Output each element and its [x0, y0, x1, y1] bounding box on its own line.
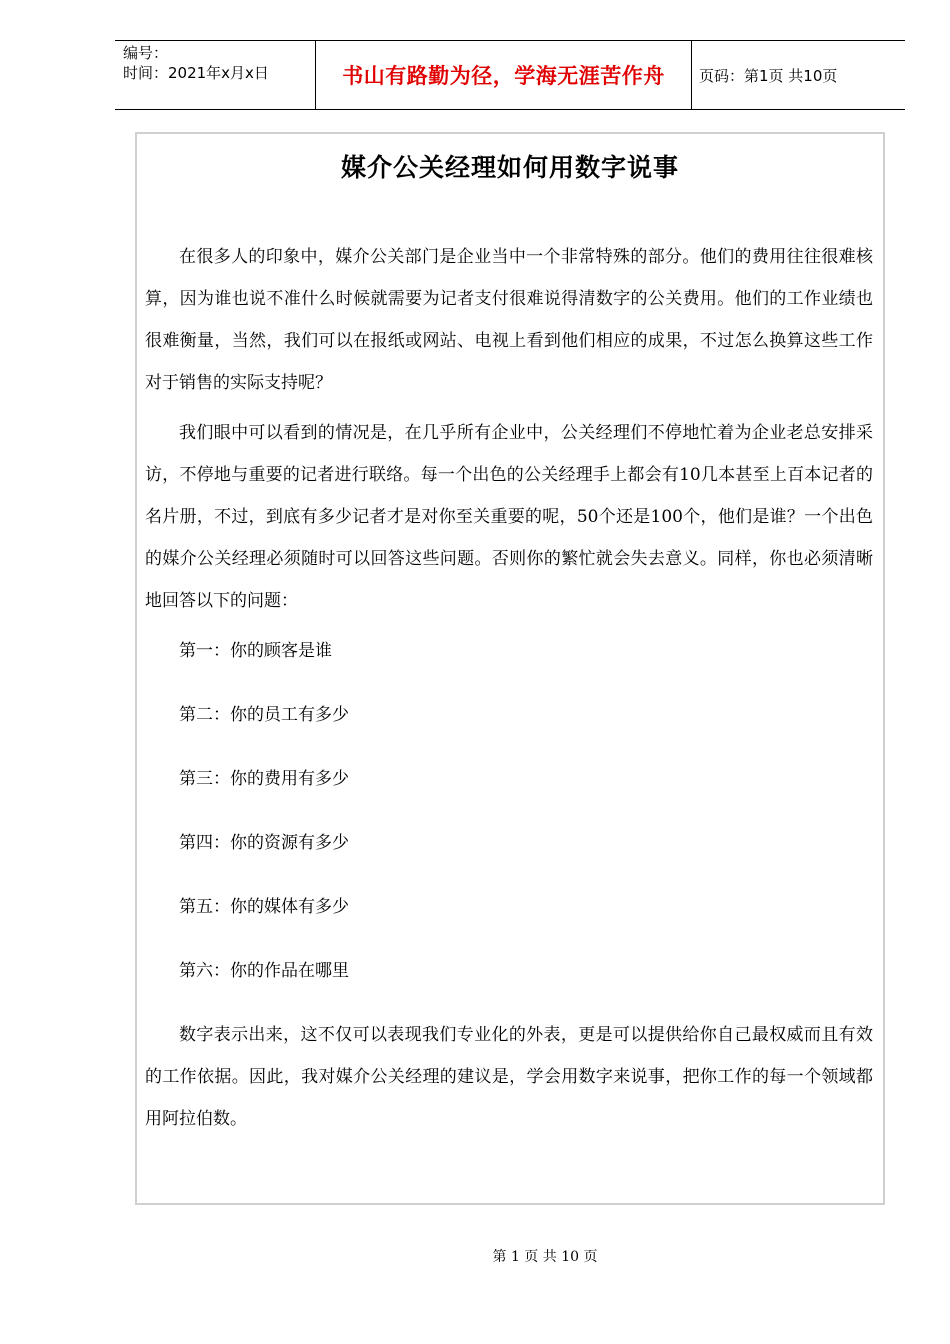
page-footer: 第 1 页 共 10 页	[492, 1249, 598, 1265]
list-item: 第五：你的媒体有多少	[179, 897, 349, 917]
header-motto: 书山有路勤为径，学海无涯苦作舟	[315, 41, 692, 109]
paragraph: 我们眼中可以看到的情况是，在几乎所有企业中，公关经理们不停地忙着为企业老总安排采访，不停地与重要的记者进行联络。每一个出色的公关经理手上都会有10几本甚至上百本记者的名片册，不过，到底有多少记者才是对你至关重要的呢，50个还是100个，他们是谁？一个出色的媒介公关经理必须随时可以回答这些问题。否则你的繁忙就会失去意义。同样，你也必须清晰地回答以下的问题：	[145, 423, 873, 611]
list-item: 第一：你的顾客是谁	[179, 641, 332, 661]
time-label: 时间：2021年x月x日	[123, 64, 269, 82]
page-header	[115, 40, 905, 110]
header-page-info: 页码：第1页 共10页	[699, 66, 838, 85]
paragraph: 在很多人的印象中，媒介公关部门是企业当中一个非常特殊的部分。他们的费用往往很难核算，因为谁也说不准什么时候就需要为记者支付很难说得清数字的公关费用。他们的工作业绩也很难衡量，当然，我们可以在报纸或网站、电视上看到他们相应的成果，不过怎么换算这些工作对于销售的实际支持呢？	[145, 247, 873, 393]
document-title: 媒介公关经理如何用数字说事	[340, 153, 679, 182]
list-item: 第六：你的作品在哪里	[179, 961, 349, 981]
number-label: 编号：	[123, 44, 169, 62]
document-body	[145, 236, 873, 1148]
header-meta	[115, 41, 315, 109]
closing-paragraph: 数字表示出来，这不仅可以表现我们专业化的外表，更是可以提供给你自己最权威而且有效的工作依据。因此，我对媒介公关经理的建议是，学会用数字来说事，把你工作的每一个领域都用阿拉伯数。	[145, 1025, 873, 1129]
list-item: 第二：你的员工有多少	[179, 705, 349, 725]
list-item: 第三：你的费用有多少	[179, 769, 349, 789]
list-item: 第四：你的资源有多少	[179, 833, 349, 853]
